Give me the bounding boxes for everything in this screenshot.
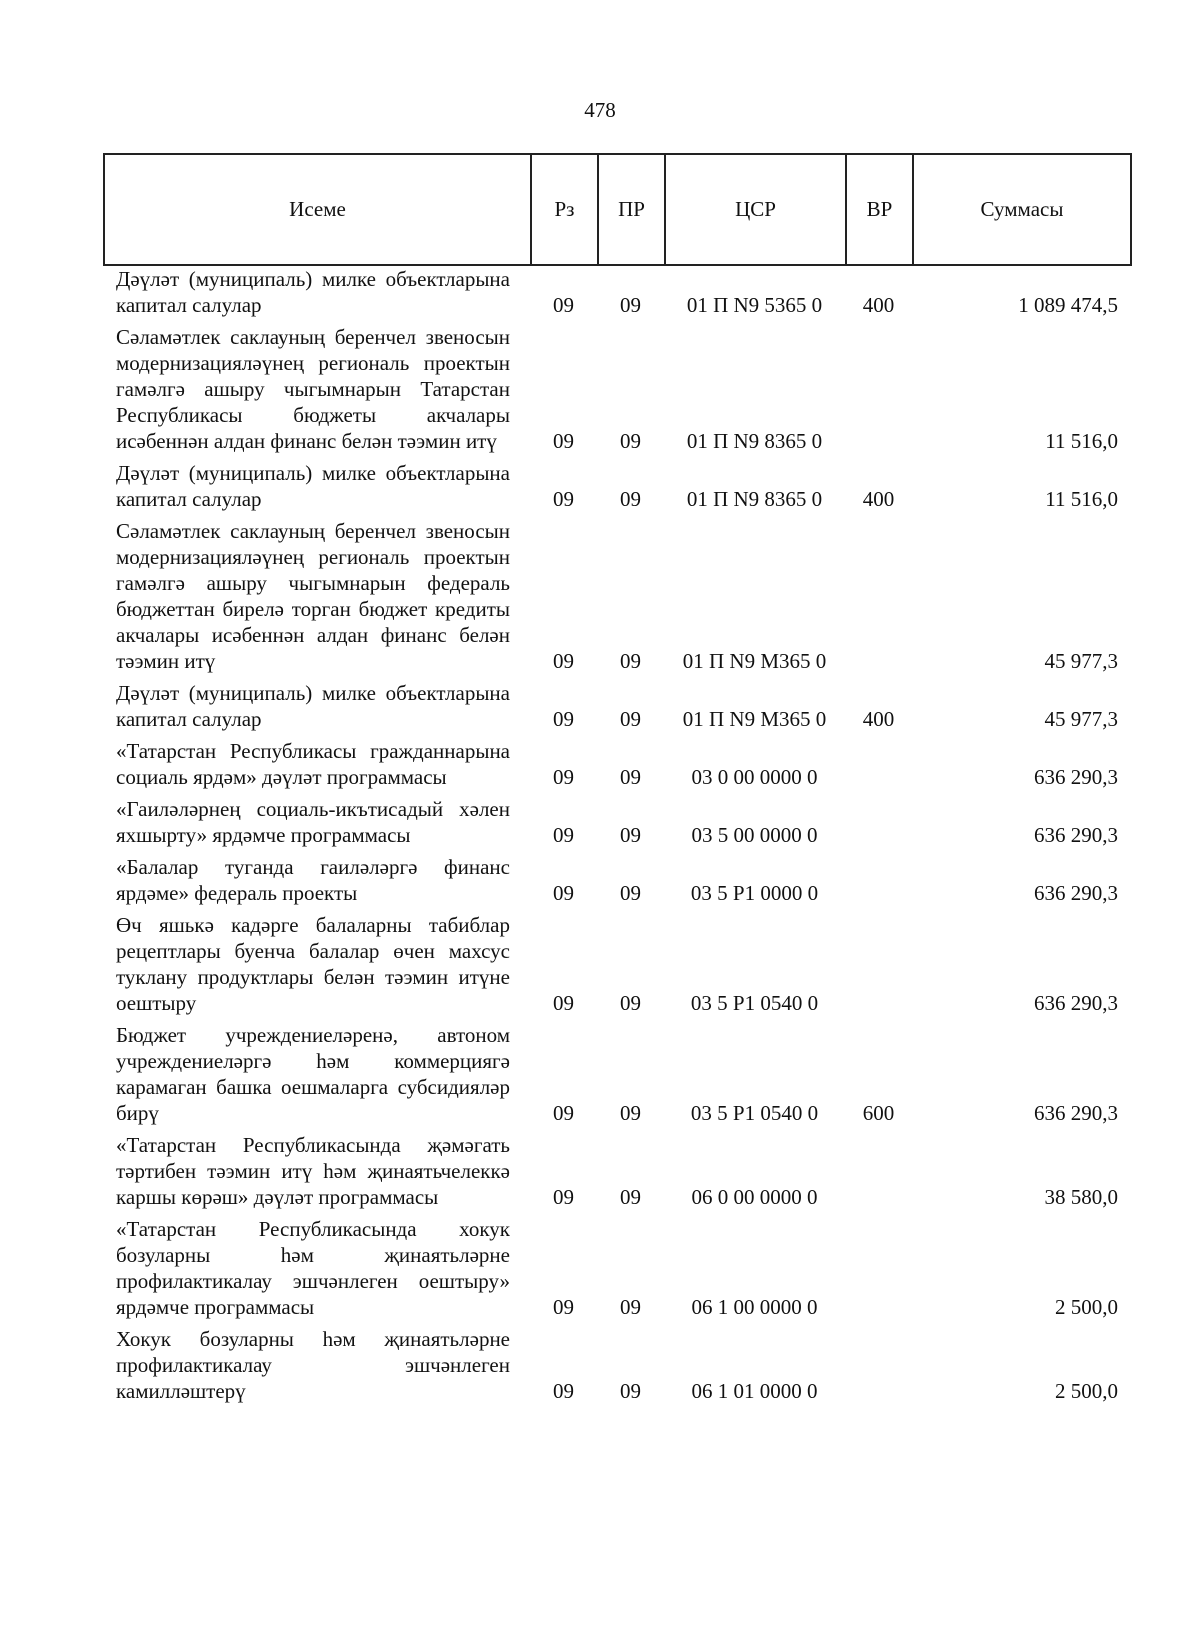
row-sum: 2 500,0 bbox=[1055, 1295, 1118, 1319]
row-vr bbox=[845, 796, 912, 854]
row-vr bbox=[845, 1132, 912, 1216]
table-row bbox=[103, 1216, 1130, 1326]
row-name: Сәламәтлек саклауның беренчел звеносын модернизацияләүнең региональ проектын гамәлгә ашыру чыгымнарын Татарстан Республикасы бюджеты акчалары исәбеннән алдан финанс белән тәэмин итү bbox=[116, 325, 510, 453]
row-vr bbox=[845, 854, 912, 912]
row-csr: 03 0 00 0000 0 bbox=[691, 765, 818, 789]
row-sum: 45 977,3 bbox=[1044, 707, 1118, 731]
table-row bbox=[103, 796, 1130, 854]
row-name: «Татарстан Республикасында хокук бозуларны һәм җинаятьләрне профилактикалау эшчәнлеген оештыру» ярдәмче программасы bbox=[116, 1217, 510, 1319]
row-rz: 09 bbox=[553, 1295, 574, 1319]
column-header-vr: ВР bbox=[846, 154, 913, 265]
row-pr: 09 bbox=[620, 649, 641, 673]
row-sum: 636 290,3 bbox=[1034, 823, 1118, 847]
row-csr: 03 5 Р1 0540 0 bbox=[690, 991, 819, 1015]
row-pr: 09 bbox=[620, 487, 641, 511]
row-vr: 400 bbox=[862, 707, 895, 731]
row-name: «Татарстан Республикасы гражданнарына социаль ярдәм» дәүләт программасы bbox=[116, 739, 510, 789]
row-csr: 03 5 Р1 0540 0 bbox=[690, 1101, 819, 1125]
row-rz: 09 bbox=[553, 1185, 574, 1209]
row-sum: 636 290,3 bbox=[1034, 991, 1118, 1015]
column-header-pr: ПР bbox=[598, 154, 665, 265]
row-pr: 09 bbox=[620, 1185, 641, 1209]
row-vr bbox=[845, 1216, 912, 1326]
row-rz: 09 bbox=[553, 765, 574, 789]
row-csr: 06 1 00 0000 0 bbox=[691, 1295, 818, 1319]
row-csr: 01 П N9 8365 0 bbox=[686, 429, 823, 453]
row-pr: 09 bbox=[620, 429, 641, 453]
row-name: Сәламәтлек саклауның беренчел звеносын модернизацияләүнең региональ проектын гамәлгә ашыру чыгымнарын федераль бюджеттан бирелә торган бюджет кредиты акчалары исәбеннән алдан финанс белән тәэмин итү bbox=[116, 519, 510, 673]
row-sum: 45 977,3 bbox=[1044, 649, 1118, 673]
row-pr: 09 bbox=[620, 991, 641, 1015]
row-sum: 11 516,0 bbox=[1045, 429, 1118, 453]
row-vr: 400 bbox=[862, 487, 895, 511]
row-rz: 09 bbox=[553, 881, 574, 905]
table-row bbox=[103, 680, 1130, 738]
column-header-rz: Рз bbox=[531, 154, 598, 265]
row-vr bbox=[845, 324, 912, 460]
table-row bbox=[103, 1022, 1130, 1132]
row-csr: 01 П N9 М365 0 bbox=[682, 707, 827, 731]
row-sum: 38 580,0 bbox=[1044, 1185, 1118, 1209]
row-rz: 09 bbox=[553, 429, 574, 453]
row-sum: 636 290,3 bbox=[1034, 765, 1118, 789]
row-name: Хокук бозуларны һәм җинаятьләрне профилактикалау эшчәнлеген камилләштерү bbox=[116, 1327, 510, 1403]
row-pr: 09 bbox=[620, 765, 641, 789]
row-name: Өч яшькә кадәрге балаларны табиблар рецептлары буенча балалар өчен махсус туклану продуктлары белән тәэмин итүне оештыру bbox=[116, 913, 510, 1015]
row-name: «Балалар туганда гаиләләргә финанс ярдәме» федераль проекты bbox=[116, 855, 510, 905]
row-rz: 09 bbox=[553, 293, 574, 317]
table-row bbox=[103, 266, 1130, 324]
table-body bbox=[103, 266, 1130, 1410]
table-row bbox=[103, 1132, 1130, 1216]
column-header-sum: Суммасы bbox=[913, 154, 1131, 265]
row-rz: 09 bbox=[553, 991, 574, 1015]
row-rz: 09 bbox=[553, 649, 574, 673]
table-row bbox=[103, 518, 1130, 680]
row-pr: 09 bbox=[620, 1295, 641, 1319]
row-vr bbox=[845, 912, 912, 1022]
row-name: Бюджет учреждениеләренә, автоном учреждениеләргә һәм коммерциягә карамаган башка оешмаларга субсидияләр бирү bbox=[116, 1023, 510, 1125]
row-csr: 03 5 Р1 0000 0 bbox=[690, 881, 819, 905]
row-csr: 03 5 00 0000 0 bbox=[691, 823, 818, 847]
row-vr: 600 bbox=[862, 1101, 895, 1125]
row-csr: 01 П N9 М365 0 bbox=[682, 649, 827, 673]
row-pr: 09 bbox=[620, 1379, 641, 1403]
row-vr bbox=[845, 518, 912, 680]
column-header-csr: ЦСР bbox=[665, 154, 846, 265]
page-number: 478 bbox=[584, 98, 616, 122]
row-vr bbox=[845, 1326, 912, 1410]
row-sum: 2 500,0 bbox=[1055, 1379, 1118, 1403]
row-pr: 09 bbox=[620, 881, 641, 905]
row-vr bbox=[845, 738, 912, 796]
row-name: «Татарстан Республикасында җәмәгать тәртибен тәэмин итү һәм җинаятьчелеккә каршы көрәш» дәүләт программасы bbox=[116, 1133, 510, 1209]
row-sum: 636 290,3 bbox=[1034, 1101, 1118, 1125]
table-row bbox=[103, 738, 1130, 796]
table-row bbox=[103, 912, 1130, 1022]
row-pr: 09 bbox=[620, 293, 641, 317]
row-name: Дәүләт (муниципаль) милке объектларына капитал салулар bbox=[116, 267, 510, 317]
row-csr: 01 П N9 8365 0 bbox=[686, 487, 823, 511]
row-sum: 636 290,3 bbox=[1034, 881, 1118, 905]
row-name: Дәүләт (муниципаль) милке объектларына капитал салулар bbox=[116, 461, 510, 511]
table-row bbox=[103, 460, 1130, 518]
row-pr: 09 bbox=[620, 823, 641, 847]
row-csr: 06 0 00 0000 0 bbox=[691, 1185, 818, 1209]
table-row bbox=[103, 854, 1130, 912]
table-header bbox=[103, 153, 1132, 266]
row-rz: 09 bbox=[553, 707, 574, 731]
row-name: «Гаиләләрнең социаль-икътисадый хәлен яхшырту» ярдәмче программасы bbox=[116, 797, 510, 847]
row-vr: 400 bbox=[862, 293, 895, 317]
row-sum: 11 516,0 bbox=[1045, 487, 1118, 511]
row-csr: 01 П N9 5365 0 bbox=[686, 293, 823, 317]
budget-table bbox=[103, 266, 1130, 1410]
row-csr: 06 1 01 0000 0 bbox=[691, 1379, 818, 1403]
column-header-name: Исеме bbox=[104, 154, 531, 265]
row-name: Дәүләт (муниципаль) милке объектларына капитал салулар bbox=[116, 681, 510, 731]
row-sum: 1 089 474,5 bbox=[1018, 293, 1118, 317]
row-rz: 09 bbox=[553, 823, 574, 847]
table-row bbox=[103, 1326, 1130, 1410]
row-rz: 09 bbox=[553, 1379, 574, 1403]
row-pr: 09 bbox=[620, 1101, 641, 1125]
table-row bbox=[103, 324, 1130, 460]
row-rz: 09 bbox=[553, 1101, 574, 1125]
row-pr: 09 bbox=[620, 707, 641, 731]
row-rz: 09 bbox=[553, 487, 574, 511]
